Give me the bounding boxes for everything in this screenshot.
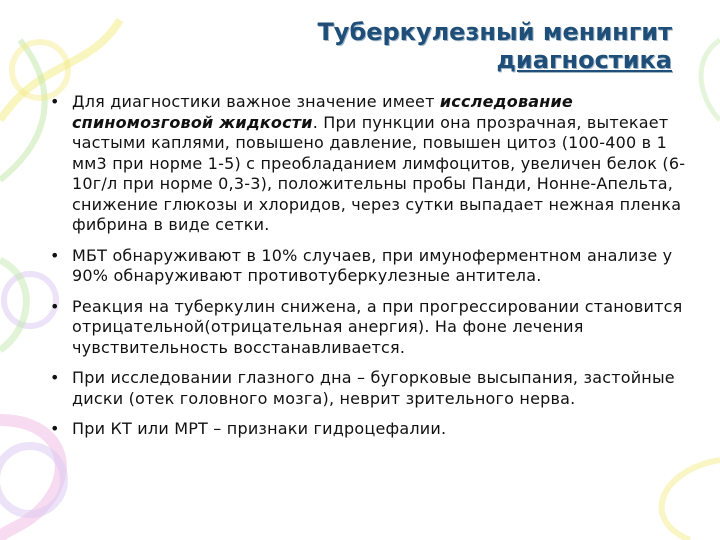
bullet-icon: • [50,368,60,387]
slide-title [317,18,672,74]
swirl-top-left-2 [0,40,45,180]
bullet-item-1 [48,92,698,236]
bullet-1-emphasis: исследование спиномозговой жидкости [72,92,573,132]
bullet-icon: • [50,419,60,438]
title-line-1: Туберкулезный менингит [317,18,672,46]
swirl-right-top [701,40,720,120]
bullet-5-text: При КТ или МРТ – признаки гидроцефалии. [72,419,447,438]
title-line-2: диагностика [496,46,672,74]
bullet-icon: • [50,296,60,316]
bullet-icon: • [50,92,60,111]
swirl-left-mid [0,260,26,350]
bullet-item-5 [48,419,698,440]
bullet-list [48,92,698,440]
bullet-1-rest: . При пункции она прозрачная, вытекает частыми каплями, повышено давление, повышен цитоз (100-400 в 1 мм3 при норме 1-5) с преобладанием лимфоцитов, увеличен белок (6-10г/л при норме 0,3-3), положительны пробы Панди, Нонне-Апельта, снижение глюкозы и хлоридов, через сутки выпадает нежная пленка фибрина в виде сетки. [72,112,686,234]
bullet-3-text: Реакция на туберкулин снижена, а при прогрессировании становится отрицательной(отрицательная анергия). На фоне лечения чувствительность восстанавливается. [72,296,683,357]
bullet-2-text: МБТ обнаруживают в 10% случаев, при имуноферментном анализе у 90% обнаруживают противотуберкулезные антитела. [72,245,673,285]
swirl-bottom-right [662,460,720,540]
swirl-bottom-left-loop [0,446,64,514]
bullet-1-intro: Для диагностики важное значение имеет [72,92,440,111]
content-area [48,92,698,450]
swirl-top-left-loop [12,42,68,98]
bullet-4-text: При исследовании глазного дна – бугорковые высыпания, застойные диски (отек головного мозга), неврит зрительного нерва. [72,368,675,408]
bullet-item-2 [48,246,698,287]
bullet-icon: • [50,245,60,265]
bullet-item-4 [48,368,698,409]
bullet-item-3 [48,297,698,359]
